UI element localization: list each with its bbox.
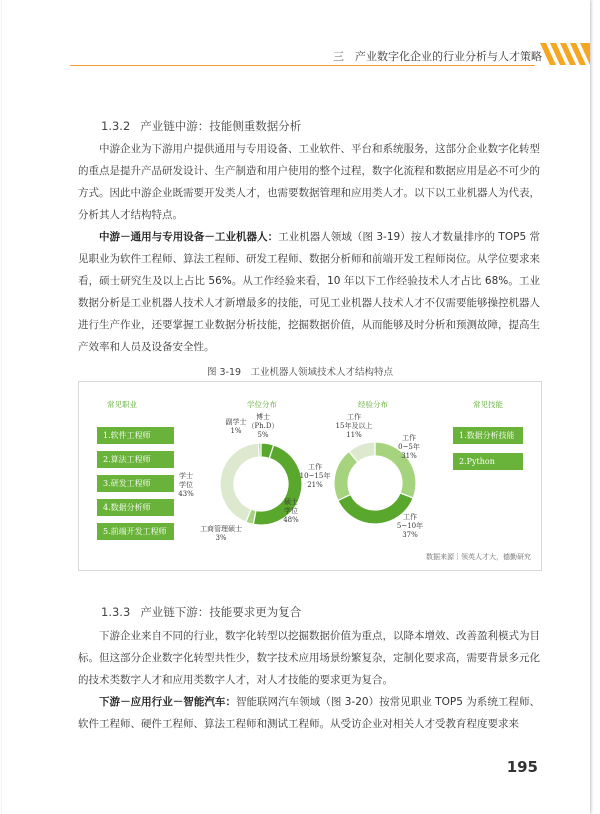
figure-source: 数据来源｜领英人才大，德勤研究 — [426, 553, 531, 561]
chart2-slice-3-label: 工作 10~15年 21% — [299, 463, 331, 489]
header-rule — [70, 65, 535, 66]
section-number: 1.3.3 — [101, 605, 131, 619]
paragraph-2 — [78, 226, 540, 358]
chart1-slice-3-label: 工商管理硕士 3% — [200, 525, 242, 542]
chart1-slice-4-label: 学士学位 43% — [178, 472, 194, 498]
chart2-slice-2-label: 工作 5~10年 37% — [396, 513, 424, 539]
section-title: 产业链中游：技能侧重数据分析 — [140, 119, 302, 133]
paragraph-1: 中游企业为下游用户提供通用与专用设备、工业软件、平台和系统服务，这部分企业数字化转型的重点是提升产品研发设计、生产制造和用户使用的整个过程，数字化流程和数据应用是必不可少的方式。因此中游企业既需要开发类人才，也需要数据管理和应用类人才。以下以工业机器人为代表，分析其人才结构特点。 — [78, 143, 540, 221]
paragraph-4-lead: 下游－应用行业－智能汽车： — [99, 696, 236, 708]
col-title-skills: 常见技能 — [473, 400, 503, 409]
job-item-5: 5.前端开发工程师 — [97, 523, 174, 540]
chart2-slice-2 — [338, 493, 413, 524]
section-title: 产业链下游：技能要求更为复合 — [140, 605, 302, 619]
chapter-title: 三 产业数字化企业的行业分析与人才策略 — [333, 50, 542, 63]
section-number: 1.3.2 — [101, 119, 131, 133]
section-heading-1 — [101, 118, 301, 134]
paragraph-2-lead: 中游－通用与专用设备－工业机器人： — [99, 231, 279, 243]
paragraph-3: 下游企业来自不同的行业，数字化转型以挖掘数据价值为重点，以降本增效、改善盈利模式为目标。但这部分企业数字化转型共性少，数字技术应用场景纷繁复杂，定制化要求高，需要背景多元化的技术类数字人才和应用类数字人才，对人才技能的要求更为复合。 — [78, 630, 540, 686]
chart1-slice-5 — [258, 443, 261, 457]
chart1-slice-5-label: 副学士 1% — [225, 418, 247, 435]
job-item-2: 2.算法工程师 — [97, 451, 174, 468]
chart2-slice-1-label: 工作 0~5年 31% — [398, 434, 420, 460]
chart2-slice-4-label: 工作 15年及以上 11% — [335, 413, 373, 439]
paragraph-4-body: 智能联网汽车领域（图 3-20）按常见职业 TOP5 为系统工程师、软件工程师、硬件工程师、算法工程师和测试工程师。从受访企业对相关人才受教育程度要求来 — [78, 696, 540, 730]
paragraph-4 — [78, 691, 540, 735]
chart1-slice-1-label: 博士（Ph.D） 5% — [247, 413, 279, 439]
col-title-experience: 经验分布 — [358, 400, 388, 409]
job-item-1: 1.软件工程师 — [97, 427, 174, 444]
col-title-jobs: 常见职业 — [107, 400, 137, 409]
skill-item-1: 1.数据分析技能 — [453, 427, 523, 444]
col-title-degree: 学位分布 — [247, 400, 277, 409]
page-number: 195 — [506, 758, 538, 776]
skill-item-2: 2.Python — [453, 453, 523, 470]
job-item-4: 4.数据分析师 — [97, 499, 174, 516]
job-item-3: 3.研发工程师 — [97, 475, 174, 492]
section-heading-2 — [101, 604, 301, 620]
chart1-slice-2-label: 硕士学位 48% — [283, 498, 299, 524]
figure-panel — [78, 381, 542, 571]
paragraph-2-body: 工业机器人领域（图 3-19）按人才数量排序的 TOP5 常见职业为软件工程师、算法工程师、研发工程师、数据分析师和前端开发工程师岗位。从学位要求来看，硕士研究生及以上占比 56%。从工作经验来看，10 年以下工作经验技术人才占比 68%。工业数据分析是工业机器人技术人才新增最多的技能，可见工业机器人技术人才不仅需要能够操控机器人进行生产作业，还要掌握工业数据分析技能，挖掘数据价值，从而能够及时分析和预测故障，提高生产效率和人员及设备安全性。 — [78, 231, 540, 353]
figure-caption: 图 3-19 工业机器人领域技术人才结构特点 — [206, 367, 394, 378]
